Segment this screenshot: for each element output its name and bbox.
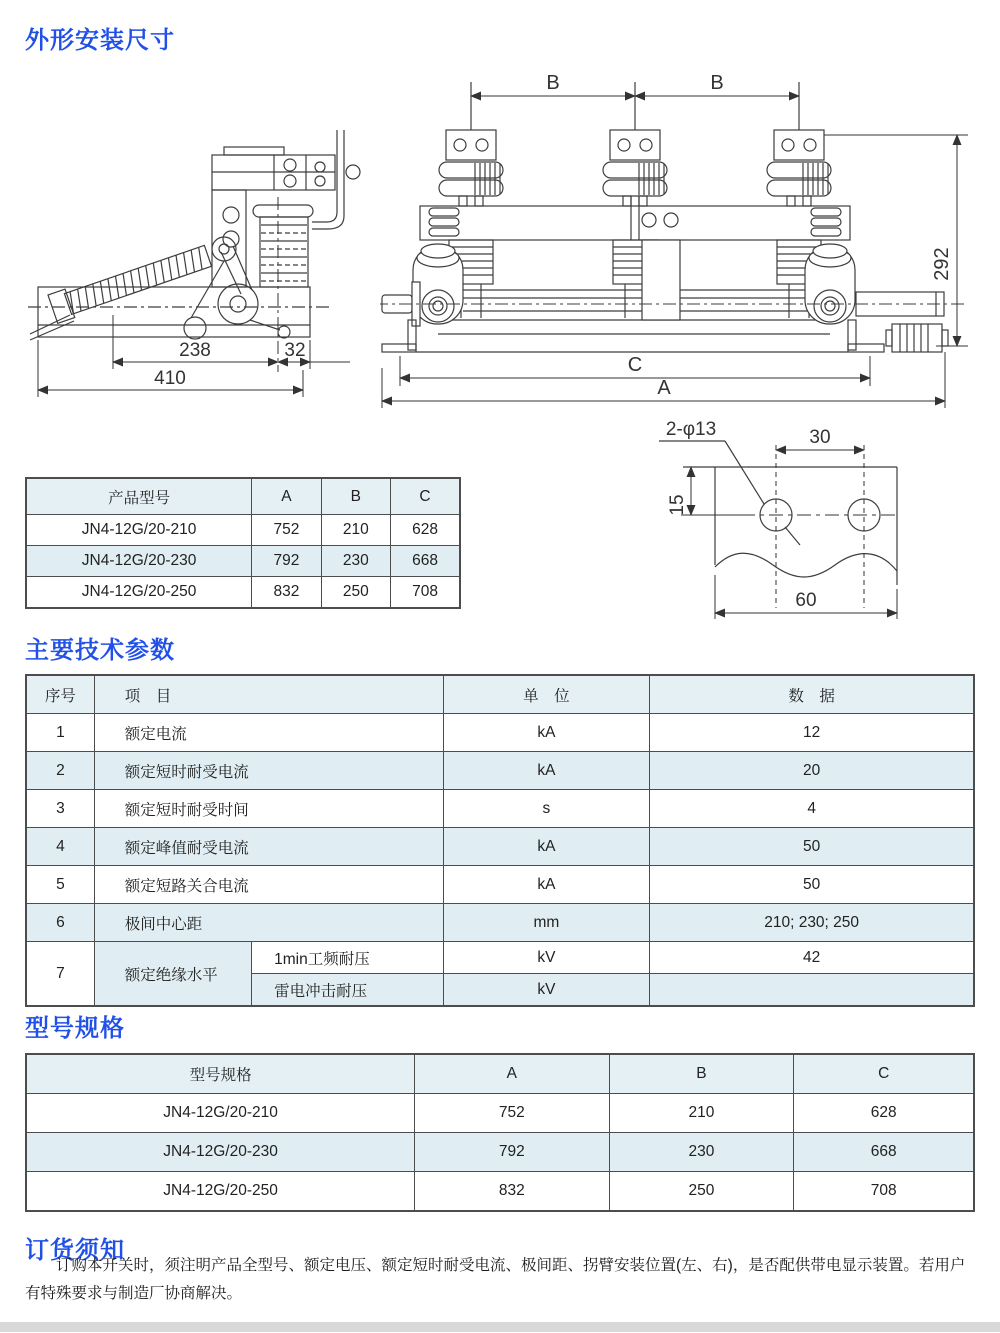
table-row: [26, 866, 974, 904]
cell: 1: [26, 714, 94, 752]
cell: 230: [321, 546, 390, 577]
cell: 20: [650, 752, 974, 790]
cell: 210: [609, 1094, 794, 1133]
dimension-label: 292: [931, 247, 953, 281]
column-header: 数 据: [650, 675, 974, 714]
table-header-row: [26, 478, 460, 515]
cell: 额定峰值耐受电流: [94, 828, 443, 866]
cell: 708: [794, 1172, 974, 1212]
cell: 额定短路关合电流: [94, 866, 443, 904]
table-row: [26, 1094, 974, 1133]
column-header: 产品型号: [26, 478, 252, 515]
cell: 628: [391, 515, 460, 546]
column-header: A: [415, 1054, 609, 1094]
cell: JN4-12G/20-250: [26, 1172, 415, 1212]
dimension-label: 238: [179, 340, 211, 361]
column-header: 型号规格: [26, 1054, 415, 1094]
dimension-label: 30: [809, 427, 831, 448]
cell: 628: [794, 1094, 974, 1133]
page-title: 外形安装尺寸: [25, 27, 175, 54]
footer-bar: [0, 1322, 1000, 1332]
cell: 3: [26, 790, 94, 828]
cell: JN4-12G/20-230: [26, 546, 252, 577]
cell: 792: [415, 1133, 609, 1172]
cell: kA: [443, 752, 650, 790]
dimension-label: C: [627, 354, 643, 376]
dimension-label: B: [546, 72, 560, 94]
cell: 752: [415, 1094, 609, 1133]
table-row: [26, 546, 460, 577]
cell: 极间中心距: [94, 904, 443, 942]
cell: kA: [443, 866, 650, 904]
cell: JN4-12G/20-210: [26, 1094, 415, 1133]
hole-callout-label: 2-φ13: [665, 419, 717, 440]
table-row: [26, 790, 974, 828]
section-title-models: 型号规格: [25, 1015, 125, 1042]
cell: 2: [26, 752, 94, 790]
column-header: 项 目: [94, 675, 443, 714]
column-header: B: [321, 478, 390, 515]
cell: 12: [650, 714, 974, 752]
dimension-label: 410: [154, 368, 186, 389]
cell: 6: [26, 904, 94, 942]
cell: 832: [415, 1172, 609, 1212]
table-row: [26, 752, 974, 790]
parameter-table: [25, 674, 975, 1007]
cell: 5: [26, 866, 94, 904]
table-row: [26, 828, 974, 866]
cell: 230: [609, 1133, 794, 1172]
cell: 708: [391, 577, 460, 609]
table-row: [26, 904, 974, 942]
cell: JN4-12G/20-250: [26, 577, 252, 609]
table-row: [26, 1172, 974, 1212]
table-row: [26, 1133, 974, 1172]
cell: 额定短时耐受时间: [94, 790, 443, 828]
cell: 250: [321, 577, 390, 609]
model-table: [25, 1053, 975, 1212]
column-header: 序号: [26, 675, 94, 714]
dimension-table: [25, 477, 461, 609]
section-title-ordering: 订货须知: [25, 1237, 125, 1264]
cell: 250: [609, 1172, 794, 1212]
cell: 4: [650, 790, 974, 828]
cell: 42: [650, 942, 974, 974]
table-row: [26, 515, 460, 546]
hole-detail-drawing: [633, 403, 995, 628]
cell: 210: [321, 515, 390, 546]
cell: kA: [443, 828, 650, 866]
cell: 4: [26, 828, 94, 866]
column-header: C: [794, 1054, 974, 1094]
cell: 1min工频耐压: [252, 942, 443, 974]
cell: JN4-12G/20-230: [26, 1133, 415, 1172]
cell: 雷电冲击耐压: [252, 974, 443, 1007]
dimension-label: B: [710, 72, 724, 94]
cell: 752: [252, 515, 321, 546]
cell: 50: [650, 866, 974, 904]
cell: 210; 230; 250: [650, 904, 974, 942]
cell: s: [443, 790, 650, 828]
cell: 7: [26, 942, 94, 1007]
dimension-label: A: [657, 377, 671, 399]
cell: [650, 974, 974, 1007]
side-view-drawing: [28, 72, 380, 408]
cell: 额定电流: [94, 714, 443, 752]
table-row: [26, 714, 974, 752]
column-header: A: [252, 478, 321, 515]
section-title-parameters: 主要技术参数: [25, 637, 175, 664]
cell: 832: [252, 577, 321, 609]
column-header: B: [609, 1054, 794, 1094]
cell: 668: [794, 1133, 974, 1172]
table-header-row: [26, 1054, 974, 1094]
dimension-label: 32: [284, 340, 306, 361]
cell: 50: [650, 828, 974, 866]
table-header-row: [26, 675, 974, 714]
cell: kV: [443, 942, 650, 974]
dimension-label: 15: [667, 494, 688, 516]
front-view-drawing: [380, 68, 980, 413]
cell: 额定短时耐受电流: [94, 752, 443, 790]
dimension-label: 60: [795, 590, 817, 611]
table-row: [26, 942, 974, 974]
cell: 792: [252, 546, 321, 577]
cell: 额定绝缘水平: [94, 942, 251, 1007]
column-header: 单 位: [443, 675, 650, 714]
table-row: [26, 577, 460, 609]
column-header: C: [391, 478, 460, 515]
cell: kA: [443, 714, 650, 752]
cell: kV: [443, 974, 650, 1007]
ordering-note: 订购本开关时，须注明产品全型号、额定电压、额定短时耐受电流、极间距、拐臂安装位置(左、右)，是否配供带电显示装置。若用户有特殊要求与制造厂协商解决。: [25, 1257, 966, 1302]
cell: JN4-12G/20-210: [26, 515, 252, 546]
cell: 668: [391, 546, 460, 577]
cell: mm: [443, 904, 650, 942]
